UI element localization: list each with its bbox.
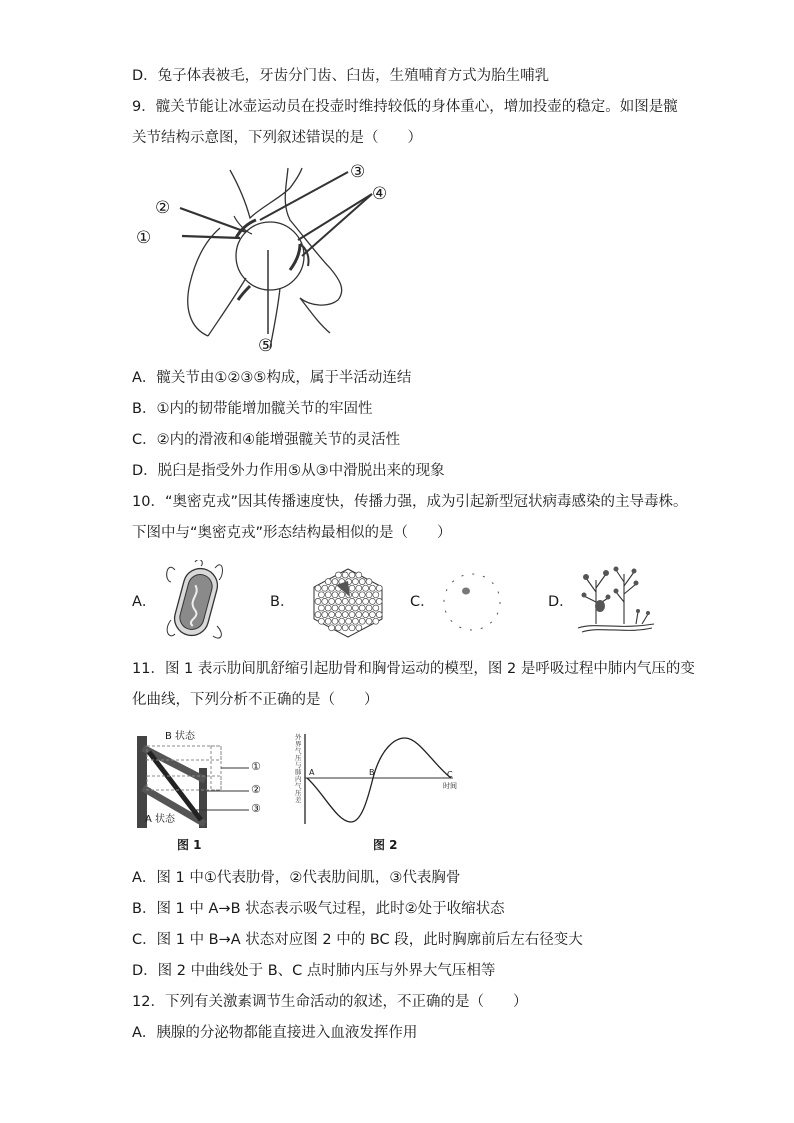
q11-stem-line2: 化曲线，下列分析不正确的是（ ）	[132, 692, 379, 708]
fig1-mark-2: ②	[251, 783, 261, 796]
hip-label-5: ⑤	[258, 336, 274, 356]
fig2-point-c: C	[447, 770, 453, 779]
q10-option-c-label: C．	[410, 594, 435, 610]
hip-label-2: ②	[155, 198, 171, 218]
q11-option-d: D．图 2 中曲线处于 B、C 点时肺内压与外界大气压相等	[132, 963, 496, 979]
mold-image	[576, 562, 656, 638]
hip-label-1: ①	[136, 228, 152, 248]
fig1-state-b: B 状态	[165, 731, 196, 742]
q11-option-c: C．图 1 中 B→A 状态对应图 2 中的 BC 段，此时胸廓前后左右径变大	[132, 932, 583, 948]
q9-option-d: D．脱臼是指受外力作用⑤从③中滑脱出来的现象	[132, 463, 445, 479]
fig1-mark-1: ①	[251, 760, 261, 773]
fig2-point-a: A	[309, 768, 315, 777]
q10-stem-line1: 10．“奥密克戎”因其传播速度快，传播力强，成为引起新型冠状病毒感染的主导毒株。	[132, 494, 688, 510]
figure-1-rib-model	[135, 728, 275, 853]
fig2-xlabel: 时间	[443, 782, 457, 790]
fig1-mark-3: ③	[251, 802, 261, 815]
figure-2-pressure-curve	[293, 732, 473, 853]
hip-joint-drawing	[150, 158, 400, 358]
q9-option-c: C．②内的滑液和④能增强髋关节的灵活性	[132, 432, 401, 448]
cell-image	[440, 571, 504, 633]
q12-option-a: A．胰腺的分泌物都能直接进入血液发挥作用	[132, 1025, 418, 1041]
q9-option-a: A．髋关节由①②③⑤构成，属于半活动连结	[132, 370, 412, 386]
fig2-point-b: B	[369, 768, 375, 777]
fig2-caption: 图 2	[373, 838, 398, 852]
q10-option-b-label: B．	[270, 594, 295, 610]
q10-option-a-label: A．	[132, 594, 157, 610]
fig2-ylabel: 外界气压与肺内气压差	[295, 733, 302, 804]
q12-stem: 12．下列有关激素调节生命活动的叙述，不正确的是（ ）	[132, 994, 528, 1010]
q11-stem-line1: 11．图 1 表示肋间肌舒缩引起肋骨和胸骨运动的模型，图 2 是呼吸过程中肺内气压的变	[132, 661, 695, 677]
hip-label-3: ③	[350, 162, 366, 182]
virus-capsid-image	[310, 567, 386, 639]
q9-stem-line2: 关节结构示意图，下列叙述错误的是（ ）	[132, 130, 422, 146]
q9-option-b: B．①内的韧带能增加髋关节的牢固性	[132, 401, 373, 417]
q10-stem-line2: 下图中与“奥密克戎”形态结构最相似的是（ ）	[132, 525, 452, 541]
fig1-state-a: A 状态	[145, 814, 176, 825]
hip-label-4: ④	[372, 184, 388, 204]
q10-option-d-label: D．	[548, 594, 574, 610]
q11-option-b: B．图 1 中 A→B 状态表示吸气过程，此时②处于收缩状态	[132, 901, 505, 917]
bacterium-image	[165, 560, 225, 642]
hip-joint-figure	[136, 158, 400, 358]
q9-stem-line1: 9．髋关节能让冰壶运动员在投壶时维持较低的身体重心，增加投壶的稳定。如图是髋	[132, 99, 678, 115]
q11-option-a: A．图 1 中①代表肋骨，②代表肋间肌，③代表胸骨	[132, 870, 461, 886]
q8-option-d: D．兔子体表被毛，牙齿分门齿、臼齿，生殖哺育方式为胎生哺乳	[132, 68, 550, 84]
fig1-caption: 图 1	[177, 838, 202, 852]
